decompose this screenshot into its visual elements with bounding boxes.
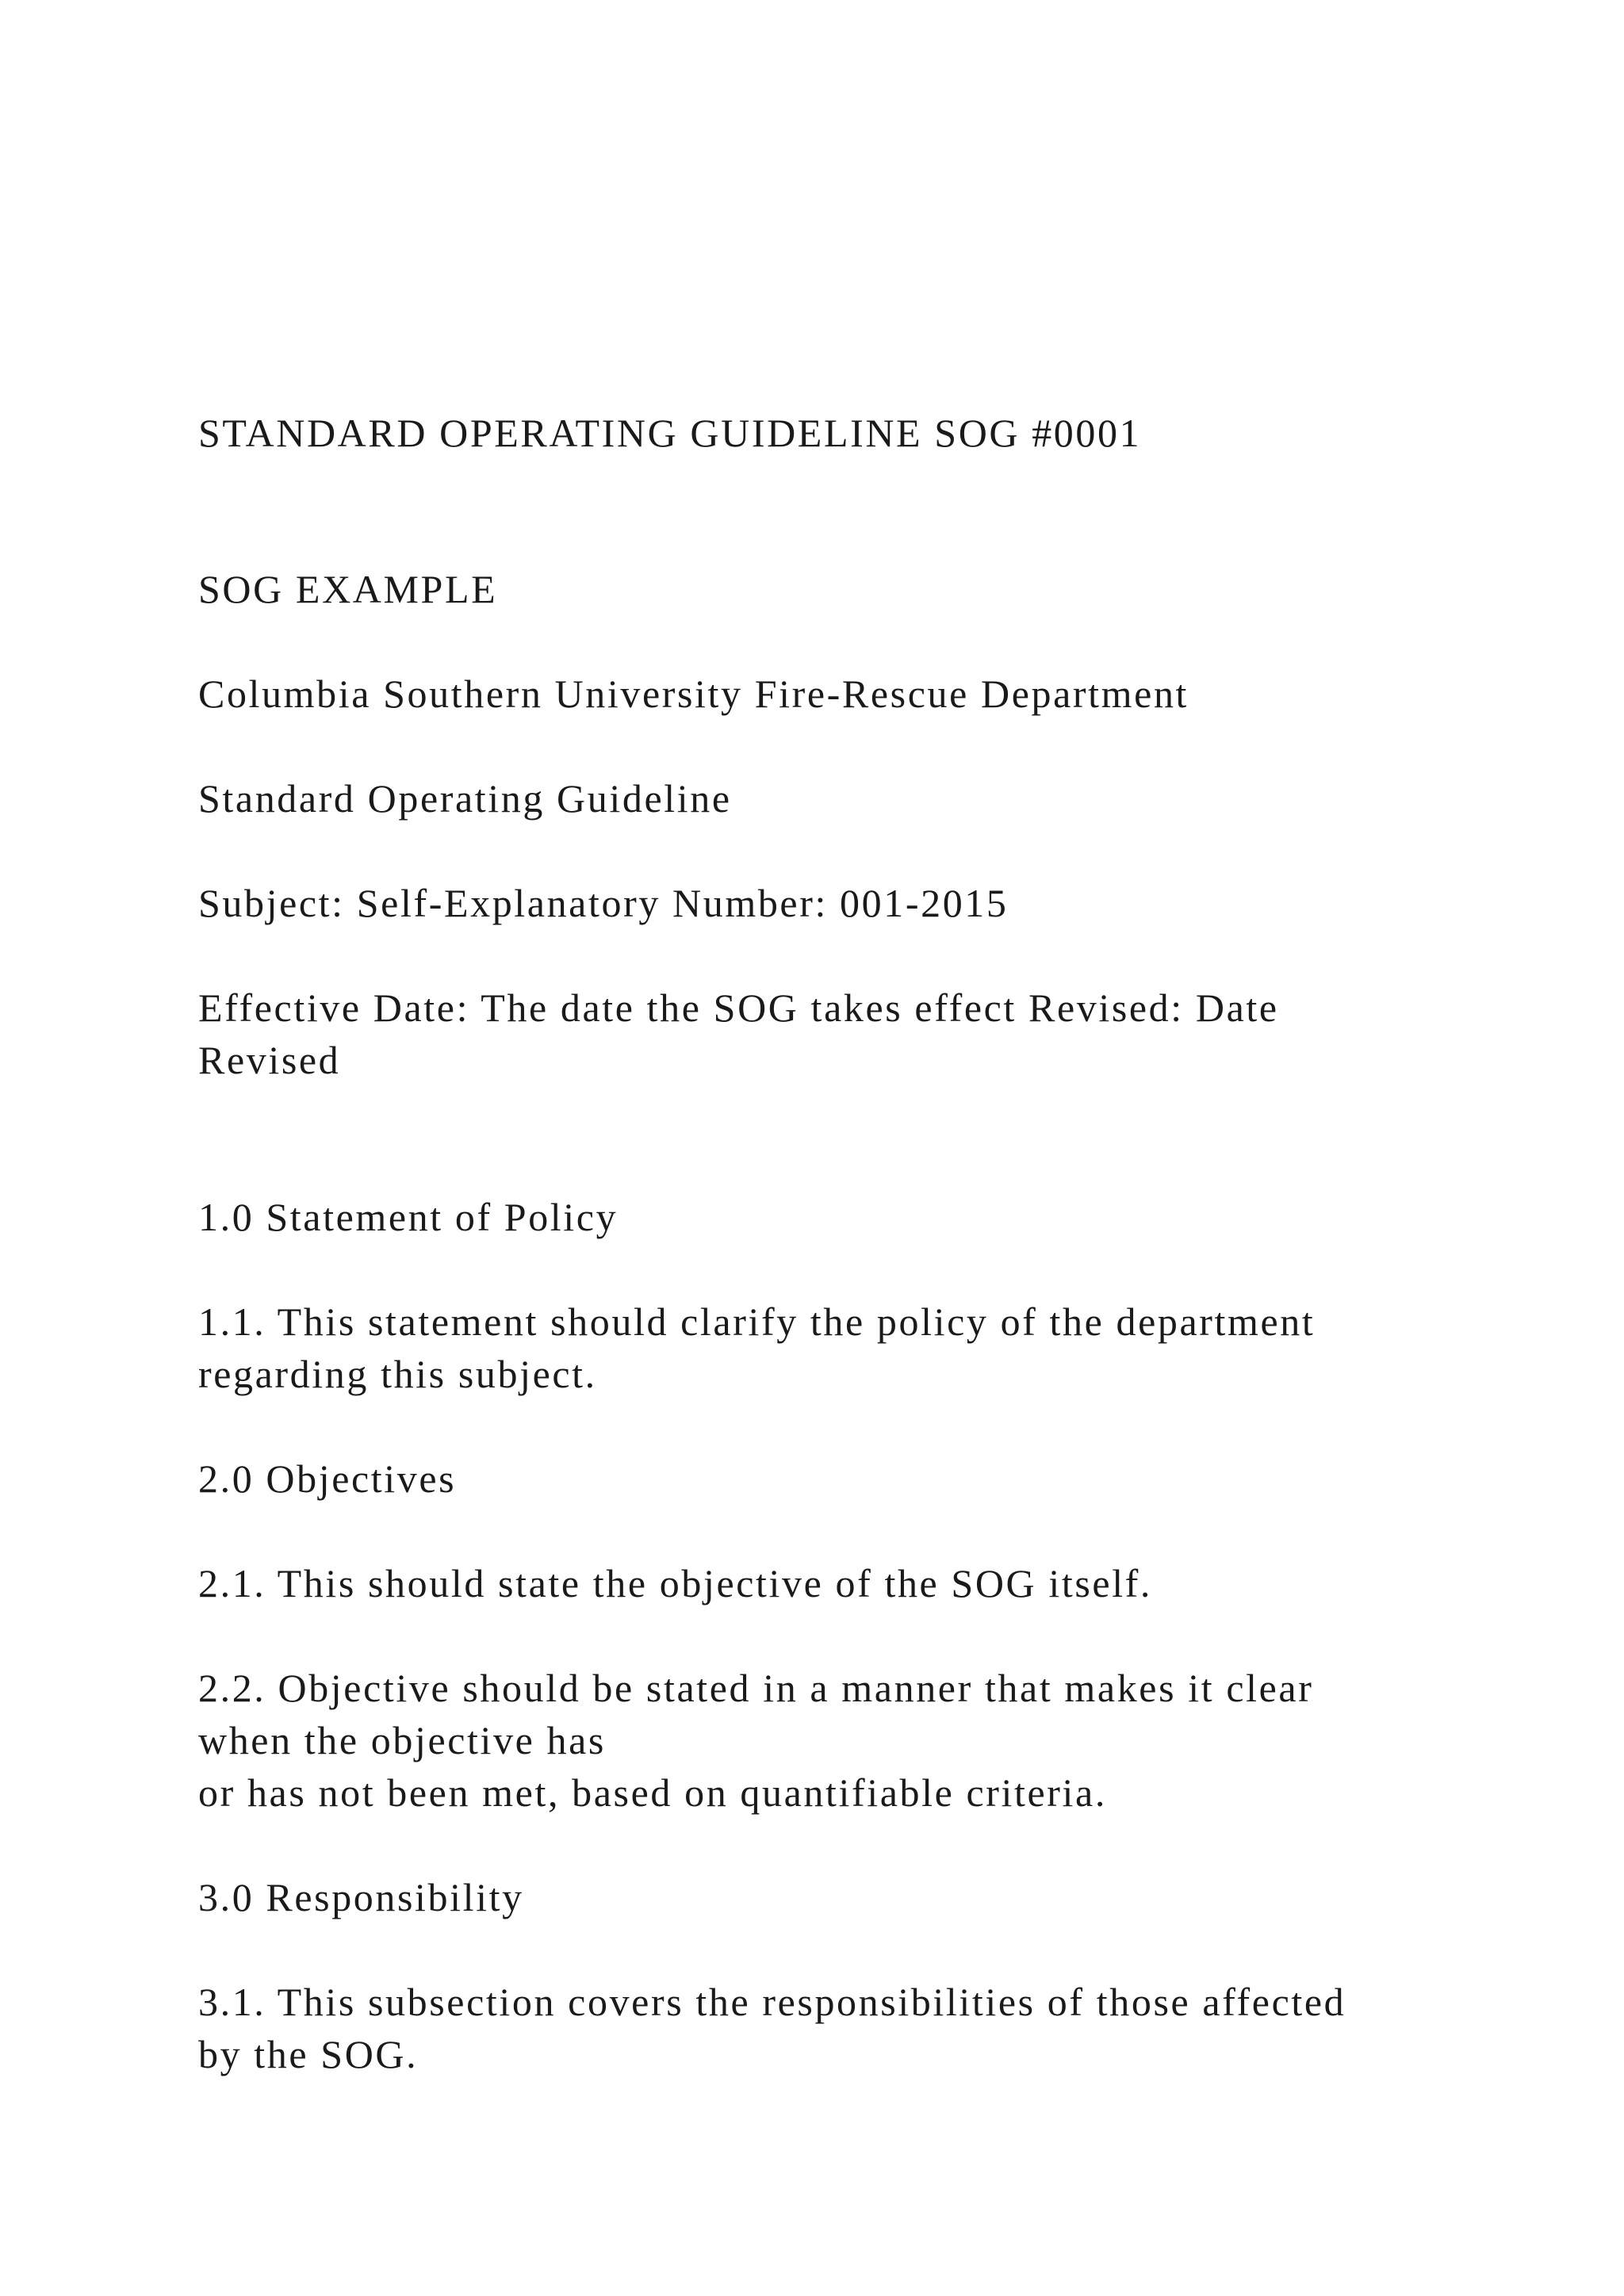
section-heading-responsibility: 3.0 Responsibility <box>198 1875 524 1919</box>
objectives-item-2-2-continued: when the objective has <box>198 1718 606 1762</box>
document-type: Standard Operating Guideline <box>198 776 732 821</box>
responsibility-item-3-1-continued: by the SOG. <box>198 2032 419 2076</box>
example-label: SOG EXAMPLE <box>198 567 498 611</box>
responsibility-item-3-1: 3.1. This subsection covers the responsibilities of those affected <box>198 1980 1346 2024</box>
section-heading-policy: 1.0 Statement of Policy <box>198 1195 619 1239</box>
effective-date-line: Effective Date: The date the SOG takes effect Revised: Date <box>198 985 1279 1030</box>
policy-item-1-1: 1.1. This statement should clarify the policy of the department <box>198 1299 1316 1344</box>
objectives-item-2-2-continued-2: or has not been met, based on quantifiable criteria. <box>198 1770 1107 1815</box>
objectives-item-2-1: 2.1. This should state the objective of the SOG itself. <box>198 1561 1153 1605</box>
subject-line: Subject: Self-Explanatory Number: 001-2015 <box>198 881 1009 925</box>
policy-item-1-1-continued: regarding this subject. <box>198 1352 597 1396</box>
section-heading-objectives: 2.0 Objectives <box>198 1456 457 1501</box>
document-title: STANDARD OPERATING GUIDELINE SOG #0001 <box>198 411 1142 455</box>
department-name: Columbia Southern University Fire-Rescue Department <box>198 672 1189 716</box>
effective-date-line-continued: Revised <box>198 1038 341 1082</box>
objectives-item-2-2: 2.2. Objective should be stated in a manner that makes it clear <box>198 1666 1314 1710</box>
